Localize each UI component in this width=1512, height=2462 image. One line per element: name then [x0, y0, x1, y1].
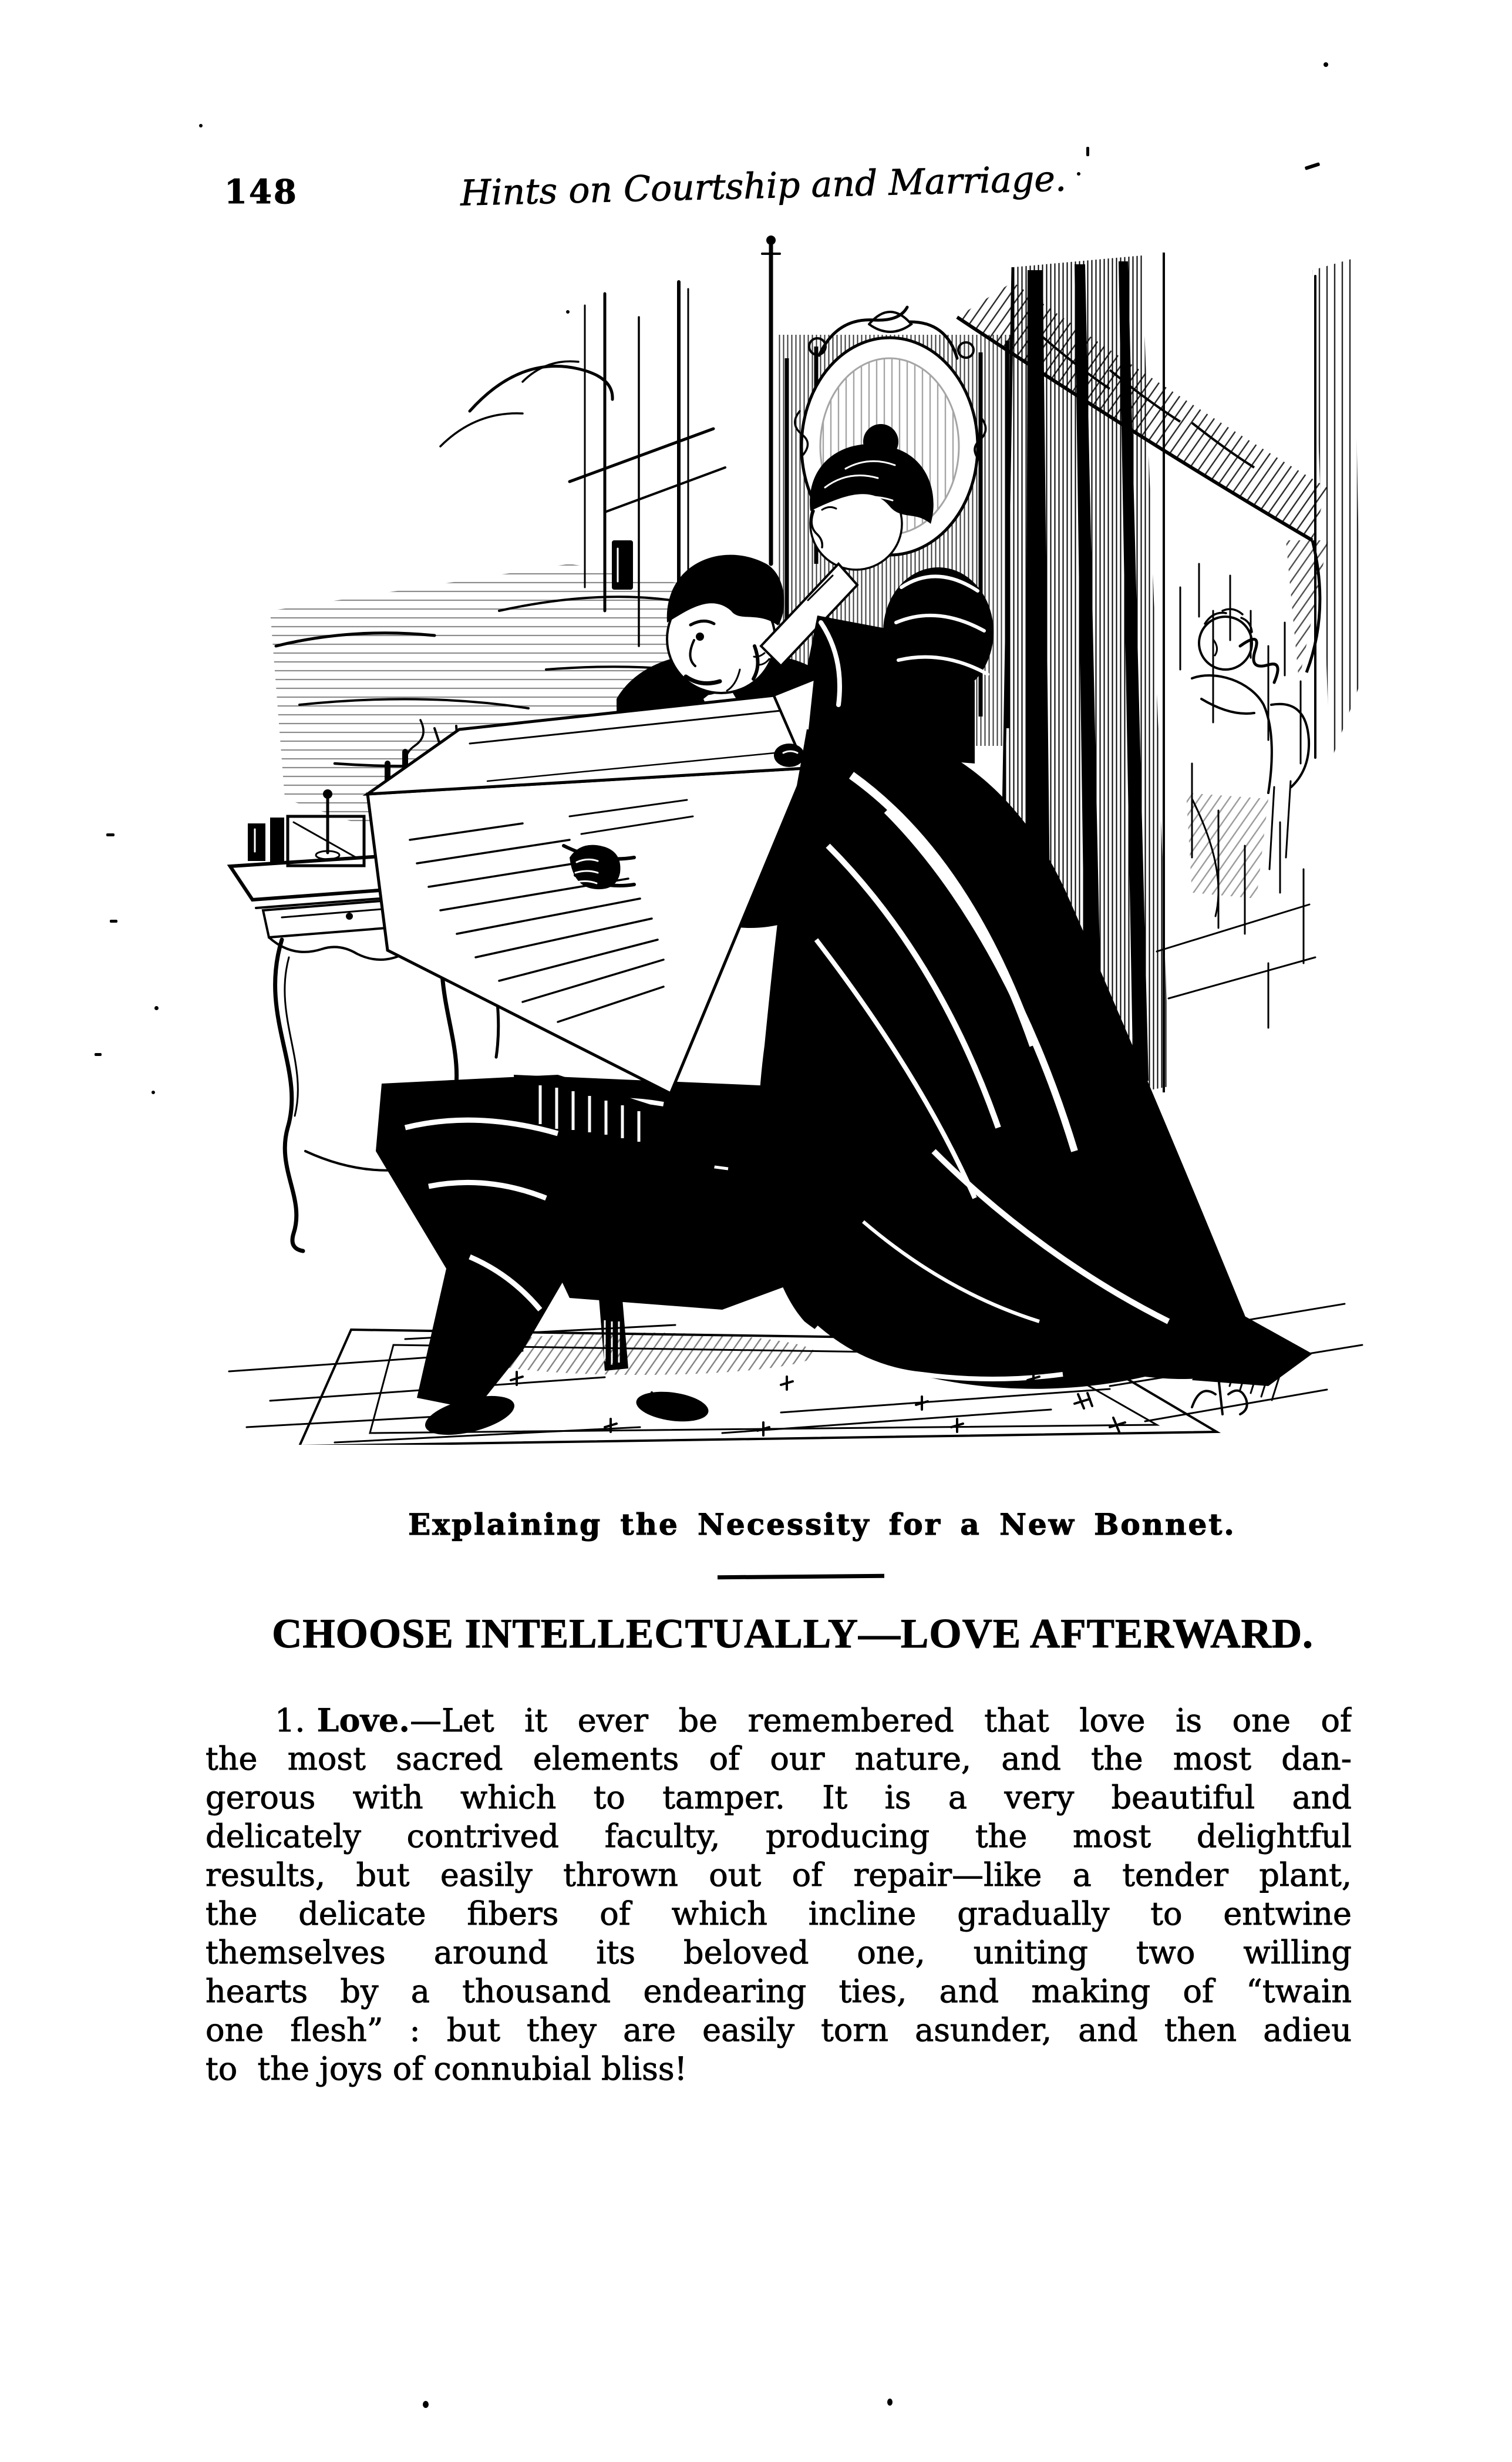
scan-speck — [423, 2401, 429, 2408]
book-illustration — [194, 235, 1368, 1445]
scan-speck — [110, 920, 117, 923]
paragraph-line: delicately contrived faculty, producing the most delightful — [206, 1818, 1352, 1855]
page-number: 148 — [224, 173, 298, 211]
paragraph-line: themselves around its beloved one, uniting two willing — [206, 1934, 1352, 1971]
paragraph-line: results, but easily thrown out of repair—like a tender plant, — [206, 1856, 1352, 1893]
scan-speck — [151, 1091, 155, 1094]
body-paragraph — [206, 1701, 1352, 2088]
paragraph-line-text: —Let it ever be remembered that love is one of — [410, 1702, 1352, 1739]
scan-speck — [887, 2399, 893, 2406]
paragraph-line: one flesh” : but they are easily torn asunder, and then adieu — [206, 2012, 1352, 2049]
paragraph-line — [206, 1701, 1352, 1740]
scan-speck — [1305, 162, 1321, 170]
paragraph-line: to the joys of connubial bliss! — [206, 2050, 688, 2087]
scan-speck — [1077, 172, 1080, 176]
scan-speck — [95, 1053, 102, 1056]
curtain-right-edge — [1180, 258, 1361, 1028]
paragraph-lead-word: Love. — [316, 1701, 410, 1739]
scan-speck — [566, 310, 570, 314]
section-heading: CHOOSE INTELLECTUALLY—LOVE AFTERWARD. — [272, 1611, 1314, 1657]
scan-speck — [199, 124, 203, 127]
paragraph-line: hearts by a thousand endearing ties, and making of “twain — [206, 1973, 1352, 2010]
paragraph-line: gerous with which to tamper. It is a very beautiful and — [206, 1779, 1352, 1816]
paragraph-number: 1. — [275, 1702, 305, 1739]
scan-speck — [154, 1006, 159, 1010]
paragraph-line: the most sacred elements of our nature, and the most dan- — [206, 1740, 1352, 1777]
paragraph-line: the delicate fibers of which incline gradually to entwine — [206, 1895, 1352, 1932]
scan-speck — [1324, 62, 1328, 67]
scan-speck — [1086, 147, 1089, 156]
running-title: Hints on Courtship and Marriage. — [460, 158, 1067, 214]
scan-speck — [106, 833, 115, 836]
caption-divider-rule — [718, 1574, 884, 1579]
illustration-caption: Explaining the Necessity for a New Bonnet. — [408, 1507, 1236, 1542]
